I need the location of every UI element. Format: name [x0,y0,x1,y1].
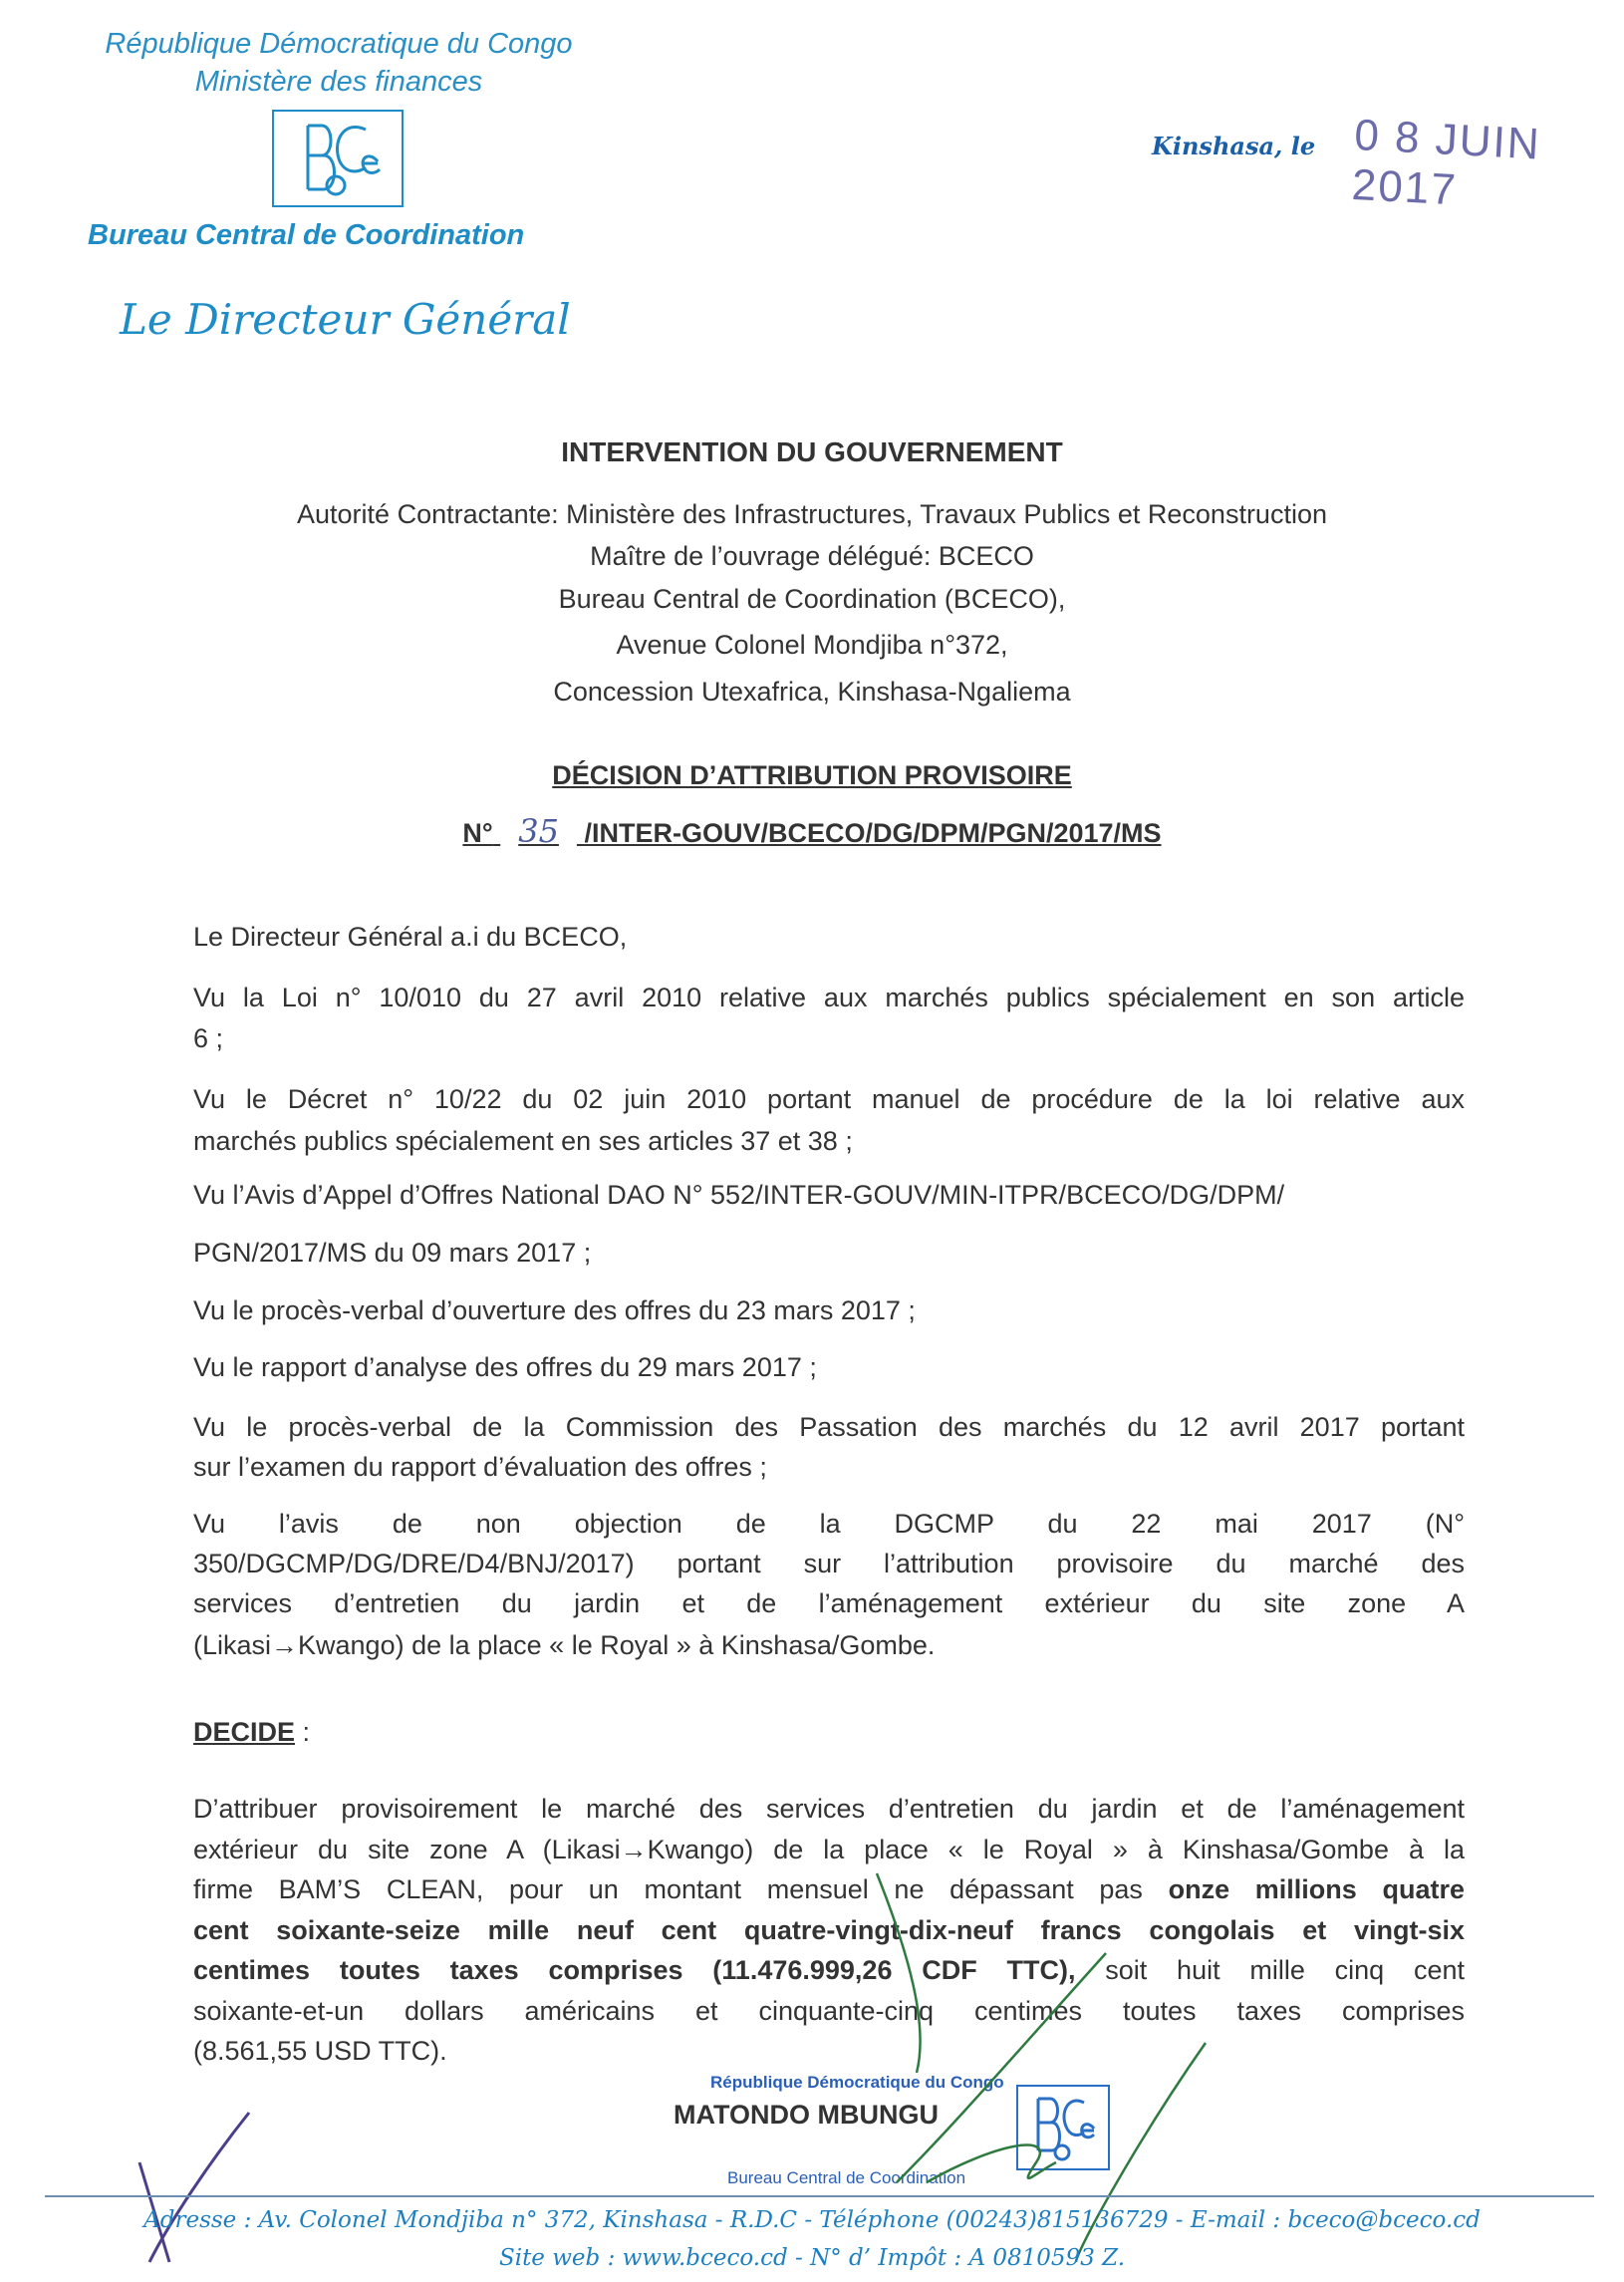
place-label: Kinshasa, le [1152,132,1316,160]
authority-line: Bureau Central de Coordination (BCECO), [558,584,1066,614]
vu-rapport: Vu le rapport d’analyse des offres du 29 mars 2017 ; [193,1352,817,1382]
decision-text-part: firme BAM’S CLEAN, pour un montant mensuel ne dépassant pas [193,1874,1143,1904]
country-name: République Démocratique du Congo [105,28,573,60]
stamp-text: République Démocratique du Congo [710,2073,1004,2092]
decision-title: DÉCISION D’ATTRIBUTION PROVISOIRE [552,760,1072,790]
vu-pv-commission: sur l’examen du rapport d’évaluation des offres ; [193,1452,767,1482]
amount-text: (8.561,55 USD TTC). [193,2036,447,2066]
vu-decret: marchés publics spécialement en ses articles 37 et 38 ; [193,1126,853,1156]
footer-web: Site web : www.bceco.cd - N° d’ Impôt : A 0810593 Z. [498,2245,1126,2271]
amount-bold: centimes toutes taxes comprises (11.476.999,26 CDF TTC), [193,1955,1076,1985]
authority-line: Autorité Contractante: Ministère des Infrastructures, Travaux Publics et Reconstruction [297,499,1327,529]
decision-text: extérieur du site zone A (Likasi→Kwango) de la place « le Royal » à Kinshasa/Gombe à la [193,1835,1465,1864]
decide-colon: : [295,1717,311,1747]
authority-line: Concession Utexafrica, Kinshasa-Ngaliema [553,677,1071,707]
vu-pv-ouverture: Vu le procès-verbal d’ouverture des offres du 23 mars 2017 ; [193,1295,916,1325]
vu-pv-commission: Vu le procès-verbal de la Commission des Passation des marchés du 12 avril 2017 portant [193,1412,1465,1442]
decision-text: D’attribuer provisoirement le marché des services d’entretien du jardin et de l’aménagement [193,1794,1465,1824]
vu-non-objection: Vu l’avis de non objection de la DGCMP du 22 mai 2017 (N° [193,1509,1465,1539]
vu-non-objection: (Likasi→Kwango) de la place « le Royal » à Kinshasa/Gombe. [193,1630,936,1660]
amount-text: cent soixante-seize mille neuf cent quatre-vingt-dix-neuf francs congolais et vingt-six [193,1915,1465,1945]
date-stamp: 0 8 JUIN 2017 [1350,110,1542,215]
handwritten-number: 35 [518,812,559,850]
vu-avis-appel: PGN/2017/MS du 09 mars 2017 ; [193,1238,592,1268]
number-prefix: N° [462,818,493,848]
director-heading: Le Directeur Général [120,295,571,344]
ministry-name: Ministère des finances [194,66,483,98]
signatory-name: MATONDO MBUNGU [674,2100,939,2130]
amount-text: onze millions quatre [1142,1874,1465,1904]
bureau-name: Bureau Central de Coordination [88,219,525,251]
footer-address: Adresse : Av. Colonel Mondjiba n° 372, Kinshasa - R.D.C - Téléphone (00243)815136729 - E-mail : bceco@bceco.cd [143,2207,1481,2233]
amount-text: soixante-et-un dollars américains et cinquante-cinq centimes toutes taxes comprises [193,1996,1465,2026]
vu-decret: Vu le Décret n° 10/22 du 02 juin 2010 portant manuel de procédure de la loi relative aux [193,1084,1465,1114]
number-suffix: /INTER-GOUV/BCECO/DG/DPM/PGN/2017/MS [584,818,1162,848]
vu-non-objection: services d’entretien du jardin et de l’aménagement extérieur du site zone A [193,1588,1465,1618]
vu-avis-appel: Vu l’Avis d’Appel d’Offres National DAO N° 552/INTER-GOUV/MIN-ITPR/BCECO/DG/DPM/ [193,1180,1285,1210]
amount-usd: soit huit mille cinq cent [1075,1955,1465,1985]
authority-line: Maître de l’ouvrage délégué: BCECO [590,541,1034,571]
decide-label: DECIDE [193,1717,296,1747]
authority-line: Avenue Colonel Mondjiba n°372, [616,630,1008,660]
vu-loi: Vu la Loi n° 10/010 du 27 avril 2010 relative aux marchés publics spécialement en son article [193,983,1465,1012]
document-heading: INTERVENTION DU GOUVERNEMENT [561,436,1063,467]
intro-line: Le Directeur Général a.i du BCECO, [193,922,628,952]
vu-non-objection: 350/DGCMP/DG/DRE/D4/BNJ/2017) portant sur l’attribution provisoire du marché des [193,1549,1465,1578]
vu-loi: 6 ; [193,1023,224,1053]
stamp-bottom-text: Bureau Central de Coordination [727,2168,966,2187]
